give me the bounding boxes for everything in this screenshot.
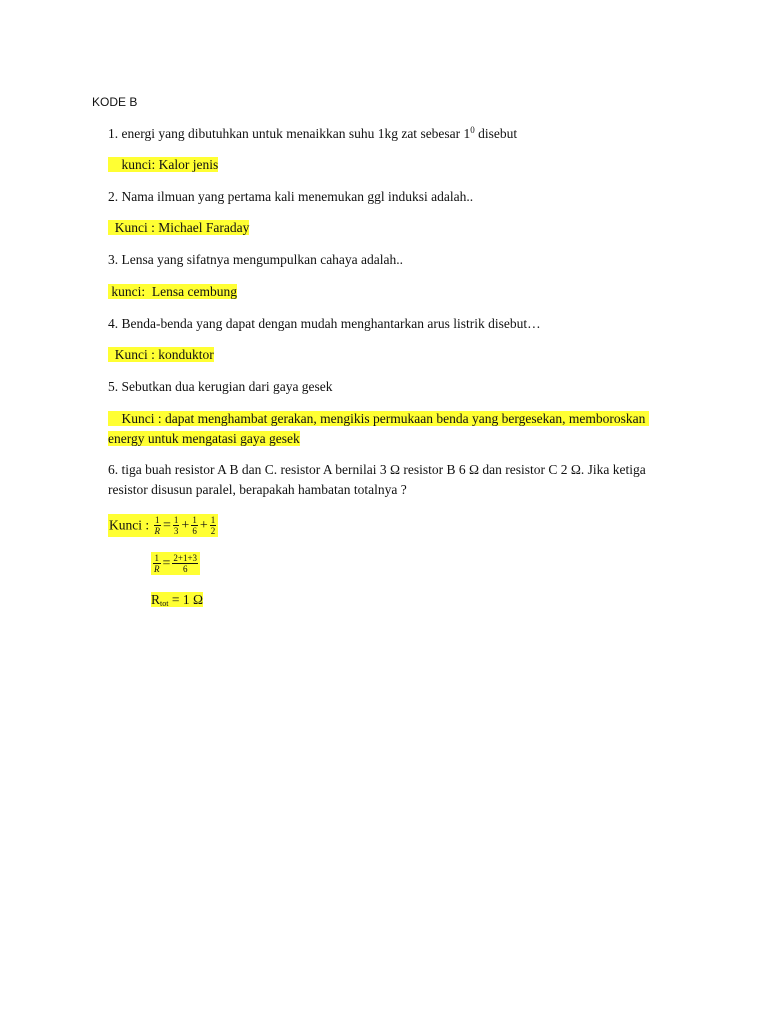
answer-key-1 [108,157,218,173]
equals-sign: = [162,555,171,571]
plus-sign: + [199,517,208,533]
question-1-text: 1. energi yang dibutuhkan untuk menaikkan suhu 1kg zat sebesar 1 [108,126,471,141]
numerator: 1 [210,515,216,525]
answer-key-6-highlight [108,514,218,537]
answer-key-5 [108,409,668,449]
fraction-1-over-6 [191,515,198,536]
answer-key-3-text: kunci: Lensa cembung [108,284,237,299]
answer-key-3 [108,284,237,300]
numerator: 1 [173,515,179,525]
question-2: 2. Nama ilmuan yang pertama kali menemukan ggl induksi adalah.. [108,189,474,204]
answer-key-6-equation-2 [151,552,200,575]
answer-key-6-equation-1 [108,514,218,537]
fraction-1-over-r [154,515,162,536]
result-symbol: R [151,592,161,607]
numerator: 1 [154,553,159,563]
denominator: 6 [182,564,188,574]
question-4: 4. Benda-benda yang dapat dengan mudah menghantarkan arus listrik disebut… [108,316,541,331]
numerator: 1 [192,515,197,525]
question-1 [108,126,517,142]
document-title: KODE B [92,95,138,109]
fraction-1-over-2 [210,515,217,536]
question-5: 5. Sebutkan dua kerugian dari gaya gesek [108,379,333,394]
numerator: 1 [155,515,160,525]
numerator: 2+1+3 [173,553,198,563]
answer-key-2 [108,220,249,236]
answer-key-6-label: Kunci : [109,517,153,533]
result-highlight [151,592,203,607]
question-6: 6. tiga buah resistor A B dan C. resistor A bernilai 3 Ω resistor B 6 Ω dan resistor C 2 Ω. Jika ketiga resistor disusun paralel, berapakah hambatan totalnya ? [108,462,646,497]
denominator: 3 [173,526,179,536]
fraction-sum-over-6 [172,553,198,574]
denominator: 6 [192,526,197,536]
question-1-suffix: disebut [474,126,518,141]
denominator: 2 [210,526,216,536]
degree-superscript: 0 [470,125,475,135]
denominator: R [154,526,160,536]
denominator: R [154,564,160,574]
question-3: 3. Lensa yang sifatnya mengumpulkan cahaya adalah.. [108,252,404,267]
equals-sign: = [163,517,171,533]
answer-key-4 [108,347,214,363]
fraction-1-over-3 [173,515,180,536]
result-subscript: tot [160,599,169,608]
equation-2-highlight [151,552,200,575]
plus-sign: + [181,517,190,533]
answer-key-2-text: Kunci : Michael Faraday [108,220,250,235]
result-value: = 1 Ω [168,592,203,607]
answer-key-6-result [151,592,203,608]
fraction-1-over-r [153,553,161,574]
answer-key-5-text: Kunci : dapat menghambat gerakan, mengikis permukaan benda yang bergesekan, memboroskan energy untuk mengatasi gaya gesek [108,411,649,446]
answer-key-1-text: kunci: Kalor jenis [108,157,219,172]
answer-key-4-text: Kunci : konduktor [108,347,214,362]
